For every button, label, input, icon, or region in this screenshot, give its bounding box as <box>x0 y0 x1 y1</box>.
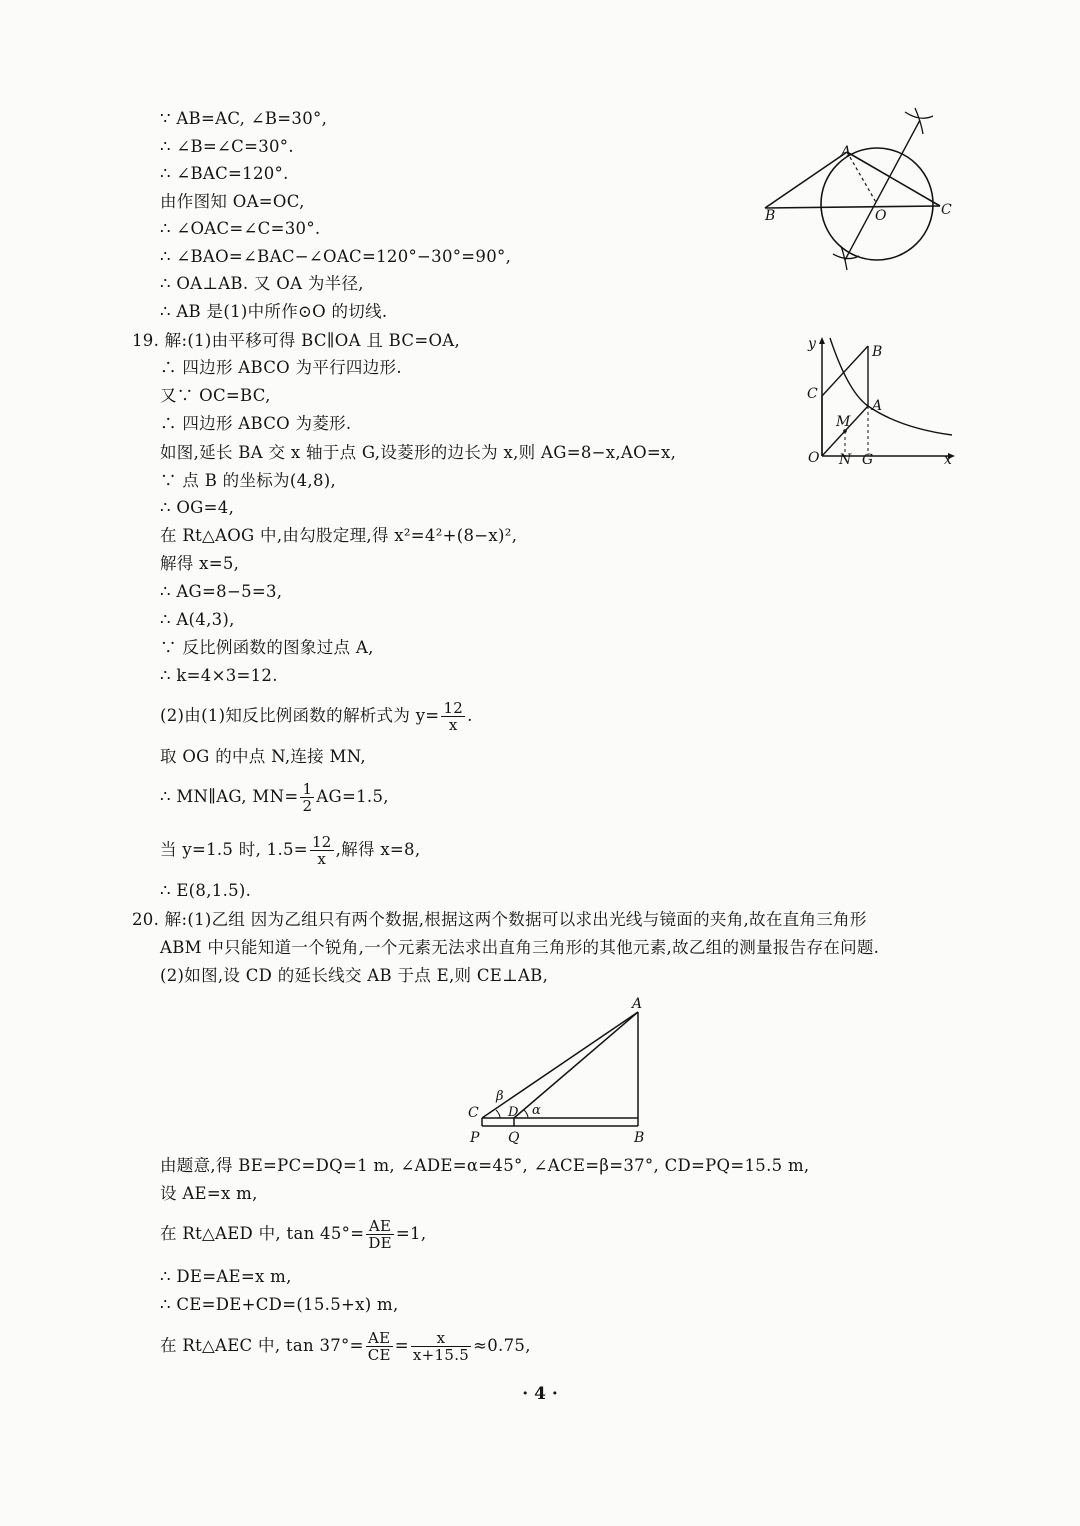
text-line: ∴ E(8,1.5). <box>160 881 252 900</box>
text-line: ∵ AB=AC, ∠B=30°, <box>160 109 328 128</box>
text-line-with-fraction <box>160 781 389 814</box>
point-label-a: A <box>841 144 852 160</box>
text-line: ∵ 反比例函数的图象过点 A, <box>160 638 374 657</box>
point-label-m: M <box>836 414 851 430</box>
point-label-a: A <box>632 996 643 1012</box>
point-label-b: B <box>765 208 776 224</box>
function-graph-figure <box>800 332 965 472</box>
text-line: 取 OG 的中点 N,连接 MN, <box>160 747 366 766</box>
text-line-with-fraction <box>160 1330 531 1363</box>
text-line: ∴ AB 是(1)中所作⊙O 的切线. <box>160 302 388 321</box>
text-line: 在 Rt△AOG 中,由勾股定理,得 x²=4²+(8−x)², <box>160 526 518 545</box>
text-line: 解得 x=5, <box>160 554 240 573</box>
text-segment: 当 y=1.5 时, 1.5= <box>160 840 308 859</box>
point-label-b: B <box>872 344 883 360</box>
angle-label-alpha: α <box>532 1103 541 1118</box>
numerator: 12 <box>311 833 332 851</box>
text-segment: (2)由(1)知反比例函数的解析式为 y= <box>160 706 440 725</box>
text-line-with-fraction <box>160 700 473 733</box>
fraction <box>411 1330 471 1363</box>
point-label-o: O <box>808 450 820 466</box>
text-line: ∴ OG=4, <box>160 498 235 517</box>
numerator: AE <box>366 1218 394 1235</box>
text-line: ∴ A(4,3), <box>160 610 235 629</box>
numerator: AE <box>366 1330 393 1347</box>
point-label-q: Q <box>508 1130 520 1146</box>
point-label-a: A <box>872 398 883 414</box>
fraction <box>300 781 314 814</box>
point-label-g: G <box>862 452 874 468</box>
text-line: ∴ ∠OAC=∠C=30°. <box>160 219 321 238</box>
angle-label-beta: β <box>496 1089 504 1104</box>
text-segment: = <box>394 1336 409 1355</box>
denominator: CE <box>367 1346 391 1364</box>
text-line: 由作图知 OA=OC, <box>160 192 305 211</box>
point-label-c: C <box>807 386 818 402</box>
text-line: ∴ CE=DE+CD=(15.5+x) m, <box>160 1295 399 1314</box>
denominator: x <box>317 850 327 868</box>
numerator: x <box>411 1330 471 1347</box>
text-line: ∴ 四边形 ABCO 为平行四边形. <box>160 358 402 377</box>
text-segment: 在 Rt△AED 中, tan 45°= <box>160 1224 365 1243</box>
text-line: ∵ 点 B 的坐标为(4,8), <box>160 471 337 490</box>
text-line: ∴ ∠B=∠C=30°. <box>160 137 294 156</box>
point-label-c: C <box>468 1105 479 1121</box>
denominator: 2 <box>302 797 313 815</box>
text-line: 由题意,得 BE=PC=DQ=1 m, ∠ADE=α=45°, ∠ACE=β=37°, CD=PQ=15.5 m, <box>160 1156 810 1175</box>
text-segment: . <box>467 706 473 725</box>
text-line: ∴ ∠BAC=120°. <box>160 164 289 183</box>
fraction <box>441 700 465 733</box>
fraction <box>310 834 334 867</box>
fraction <box>366 1218 394 1251</box>
text-line-with-fraction <box>160 1218 426 1251</box>
point-label-b: B <box>634 1130 645 1146</box>
text-line: ∴ AG=8−5=3, <box>160 582 283 601</box>
denominator: DE <box>368 1234 392 1252</box>
circle-construction-figure <box>755 100 970 275</box>
text-line: 如图,延长 BA 交 x 轴于点 G,设菱形的边长为 x,则 AG=8−x,AO=x, <box>160 443 677 462</box>
text-line: ∴ k=4×3=12. <box>160 666 278 685</box>
text-line: ABM 中只能知道一个锐角,一个元素无法求出直角三角形的其他元素,故乙组的测量报告存在问题. <box>160 938 880 957</box>
text-line: (2)如图,设 CD 的延长线交 AB 于点 E,则 CE⊥AB, <box>160 966 549 985</box>
point-label-c: C <box>941 202 952 218</box>
text-segment: ,解得 x=8, <box>335 840 421 859</box>
text-line: ∴ 四边形 ABCO 为菱形. <box>160 414 352 433</box>
question-19-heading: 19. 解:(1)由平移可得 BC∥OA 且 BC=OA, <box>132 331 461 350</box>
fraction <box>366 1330 393 1363</box>
denominator: x+15.5 <box>412 1346 470 1364</box>
text-line: ∴ OA⊥AB. 又 OA 为半径, <box>160 274 364 293</box>
text-segment: 在 Rt△AEC 中, tan 37°= <box>160 1336 364 1355</box>
axis-label-x: x <box>944 452 952 468</box>
text-segment: =1, <box>395 1224 427 1243</box>
text-line: 设 AE=x m, <box>160 1184 258 1203</box>
denominator: x <box>448 716 458 734</box>
point-label-p: P <box>470 1130 480 1146</box>
point-label-n: N <box>839 452 852 468</box>
point-label-d: D <box>508 1105 519 1120</box>
numerator: 1 <box>302 780 313 798</box>
axis-label-y: y <box>808 336 816 352</box>
question-20-heading: 20. 解:(1)乙组 因为乙组只有两个数据,根据这两个数据可以求出光线与镜面的夹角,故在直角三角形 <box>132 910 867 929</box>
numerator: 12 <box>443 699 464 717</box>
triangle-measurement-figure <box>460 990 660 1150</box>
text-line: ∴ ∠BAO=∠BAC−∠OAC=120°−30°=90°, <box>160 247 512 266</box>
text-line-with-fraction <box>160 834 420 867</box>
text-line: 又∵ OC=BC, <box>160 386 271 405</box>
text-line: ∴ DE=AE=x m, <box>160 1267 292 1286</box>
text-segment: ≈0.75, <box>473 1336 531 1355</box>
point-label-o: O <box>875 208 887 224</box>
text-segment: AG=1.5, <box>316 787 389 806</box>
page-number: · 4 · <box>522 1384 558 1404</box>
text-segment: ∴ MN∥AG, MN= <box>160 787 299 806</box>
